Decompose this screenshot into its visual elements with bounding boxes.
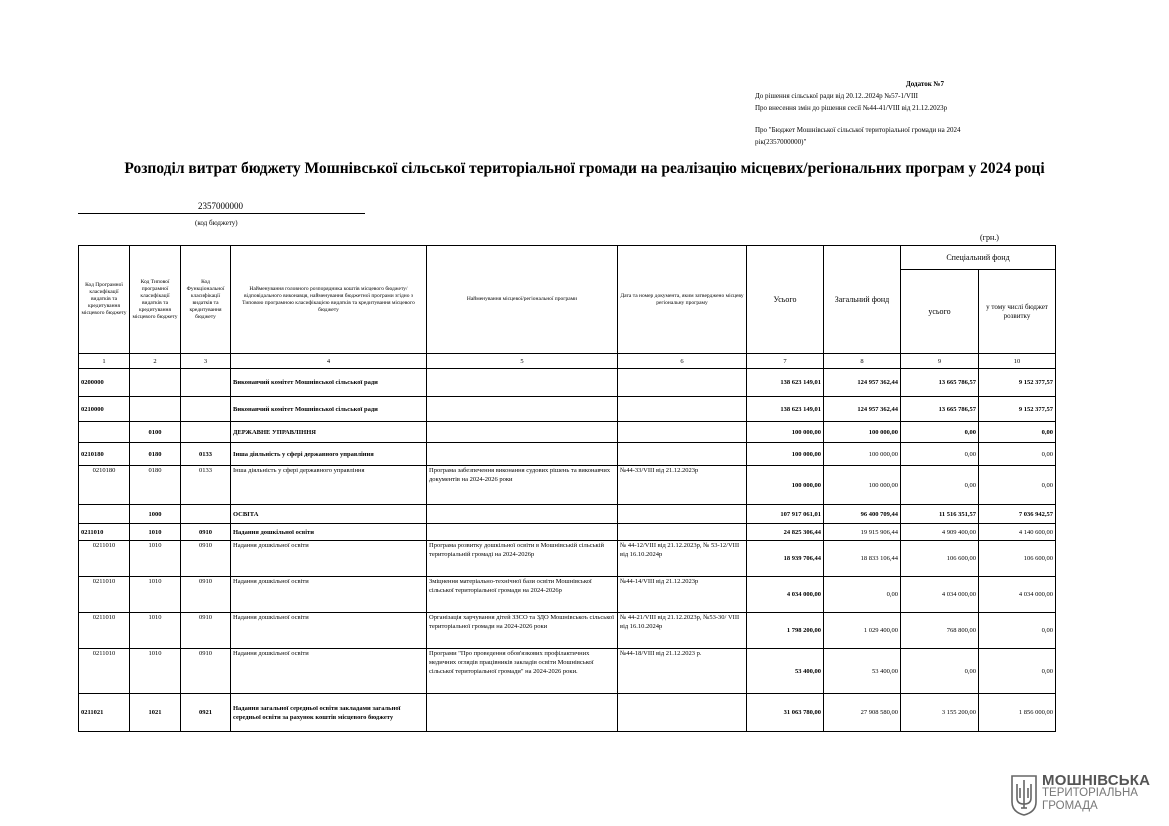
cell-program-name: Зміцнення матеріально-технічної бази освіти Мошнівської сільської територіальної громади на 2024-2026р xyxy=(427,577,618,613)
column-number: 1 xyxy=(79,354,130,369)
header-document-date: Дата та номер документа, яким затверджено місцеву регіональну програму xyxy=(618,246,747,354)
cell-special-fund: 4 034 000,00 xyxy=(901,577,979,613)
cell-document xyxy=(618,505,747,524)
header-line-4: рік(2357000000)" xyxy=(755,138,807,146)
cell-special-fund: 106 600,00 xyxy=(901,541,979,577)
cell-general-fund: 124 957 362,44 xyxy=(824,369,901,397)
cell-name: Інша діяльність у сфері державного управління xyxy=(231,443,427,466)
cell-special-fund: 13 665 786,57 xyxy=(901,369,979,397)
cell-name: ДЕРЖАВНЕ УПРАВЛІННЯ xyxy=(231,422,427,443)
cell-typical-code xyxy=(130,397,181,422)
cell-name: Надання дошкільної освіти xyxy=(231,649,427,694)
cell-program-name xyxy=(427,397,618,422)
cell-general-fund: 19 915 906,44 xyxy=(824,524,901,541)
cell-special-fund: 0,00 xyxy=(901,649,979,694)
cell-document xyxy=(618,694,747,732)
header-functional-code: Код Функціональної класифікації видатків та кредитування бюджету xyxy=(181,246,231,354)
cell-functional-code xyxy=(181,505,231,524)
cell-program-code: 0211010 xyxy=(79,613,130,649)
header-general-fund: Загальний фонд xyxy=(824,246,901,354)
cell-functional-code xyxy=(181,422,231,443)
cell-general-fund: 1 029 400,00 xyxy=(824,613,901,649)
cell-development: 4 034 000,00 xyxy=(979,577,1056,613)
cell-total: 1 798 200,00 xyxy=(747,613,824,649)
cell-document: №44-33/VIII від 21.12.2023р xyxy=(618,466,747,505)
header-line-3: Про "Бюджет Мошнівської сільської територіальної громади на 2024 xyxy=(755,126,961,134)
budget-code: 2357000000 xyxy=(198,201,243,211)
cell-total: 31 063 780,00 xyxy=(747,694,824,732)
logo-text-line2: ТЕРИТОРІАЛЬНА xyxy=(1042,787,1138,799)
cell-development: 1 856 000,00 xyxy=(979,694,1056,732)
cell-special-fund: 768 800,00 xyxy=(901,613,979,649)
cell-typical-code xyxy=(130,369,181,397)
cell-development: 9 152 377,57 xyxy=(979,397,1056,422)
cell-functional-code: 0921 xyxy=(181,694,231,732)
cell-name: Надання загальної середньої освіти закладами загальної середньої освіти за рахунок коштів місцевого бюджету xyxy=(231,694,427,732)
column-number: 3 xyxy=(181,354,231,369)
cell-program-code: 0211010 xyxy=(79,649,130,694)
cell-typical-code: 1010 xyxy=(130,541,181,577)
cell-typical-code: 0180 xyxy=(130,466,181,505)
cell-general-fund: 96 400 709,44 xyxy=(824,505,901,524)
cell-program-code: 0210000 xyxy=(79,397,130,422)
cell-name: Надання дошкільної освіти xyxy=(231,613,427,649)
header-manager-name: Найменування головного розпорядника коштів місцевого бюджету/ відповідального виконавця, найменування бюджетної програми згідно з Типовою програмною класифікацією видатків та кредитування місцевого бюджету xyxy=(231,246,427,354)
table-row xyxy=(79,397,1056,422)
column-number-row xyxy=(79,354,1056,369)
cell-total: 4 034 000,00 xyxy=(747,577,824,613)
cell-total: 100 000,00 xyxy=(747,422,824,443)
cell-program-code: 0211021 xyxy=(79,694,130,732)
cell-name: ОСВІТА xyxy=(231,505,427,524)
cell-name: Надання дошкільної освіти xyxy=(231,541,427,577)
table-row xyxy=(79,649,1056,694)
community-logo xyxy=(1010,772,1160,818)
header-development-budget: у тому числі бюджет розвитку xyxy=(979,270,1056,354)
header-total: Усього xyxy=(747,246,824,354)
cell-name: Надання дошкільної освіти xyxy=(231,577,427,613)
cell-program-name: Програми "Про проведення обов'язкових профілактичних медичних оглядів працівників закладів освіти Мошнівської сільської територіальної громади" на 2024-2026 роки. xyxy=(427,649,618,694)
cell-development: 4 140 600,00 xyxy=(979,524,1056,541)
cell-special-fund: 3 155 200,00 xyxy=(901,694,979,732)
header-line-1: До рішення сільської ради від 20.12..2024р №57-1/VIII xyxy=(755,92,918,100)
table-row xyxy=(79,524,1056,541)
cell-program-name xyxy=(427,505,618,524)
cell-special-fund: 0,00 xyxy=(901,422,979,443)
cell-document xyxy=(618,443,747,466)
cell-typical-code: 1010 xyxy=(130,577,181,613)
cell-program-code: 0210180 xyxy=(79,466,130,505)
table-row xyxy=(79,694,1056,732)
cell-general-fund: 100 000,00 xyxy=(824,443,901,466)
table-row xyxy=(79,505,1056,524)
cell-general-fund: 100 000,00 xyxy=(824,466,901,505)
cell-document: № 44-21/VIII від 21.12.2023р, №53-30/ VIII від 16.10.2024р xyxy=(618,613,747,649)
cell-development: 7 036 942,57 xyxy=(979,505,1056,524)
cell-typical-code: 1010 xyxy=(130,613,181,649)
column-number: 8 xyxy=(824,354,901,369)
table-row xyxy=(79,613,1056,649)
cell-typical-code: 1010 xyxy=(130,524,181,541)
column-number: 4 xyxy=(231,354,427,369)
cell-total: 107 917 061,01 xyxy=(747,505,824,524)
cell-functional-code xyxy=(181,369,231,397)
cell-development: 0,00 xyxy=(979,613,1056,649)
table-row xyxy=(79,466,1056,505)
currency-label: (грн.) xyxy=(980,233,999,242)
cell-document: №44-18/VIII від 21.12.2023 р. xyxy=(618,649,747,694)
cell-program-code: 0211010 xyxy=(79,541,130,577)
cell-special-fund: 11 516 351,57 xyxy=(901,505,979,524)
cell-total: 100 000,00 xyxy=(747,466,824,505)
cell-typical-code: 1021 xyxy=(130,694,181,732)
column-number: 9 xyxy=(901,354,979,369)
cell-development: 106 600,00 xyxy=(979,541,1056,577)
cell-total: 24 825 306,44 xyxy=(747,524,824,541)
table-row xyxy=(79,443,1056,466)
cell-program-name: Програма розвитку дошкільної освіти в Мошнівській сільській територіальній громаді на 2024-2026р xyxy=(427,541,618,577)
cell-document xyxy=(618,422,747,443)
document-header xyxy=(755,78,1055,148)
logo-text-line3: ГРОМАДА xyxy=(1042,800,1098,812)
cell-general-fund: 27 908 580,00 xyxy=(824,694,901,732)
cell-typical-code: 1010 xyxy=(130,649,181,694)
cell-development: 0,00 xyxy=(979,649,1056,694)
logo-text-line1: МОШНІВСЬКА xyxy=(1042,772,1151,789)
header-program-code: Код Програмної класифікації видатків та кредитування місцевого бюджету xyxy=(79,246,130,354)
cell-program-code: 0211010 xyxy=(79,577,130,613)
budget-table xyxy=(78,245,1056,732)
cell-general-fund: 18 833 106,44 xyxy=(824,541,901,577)
cell-program-name xyxy=(427,369,618,397)
cell-name: Виконавчий комітет Мошнівської сільської ради xyxy=(231,369,427,397)
cell-total: 100 000,00 xyxy=(747,443,824,466)
cell-program-name xyxy=(427,524,618,541)
cell-development: 0,00 xyxy=(979,466,1056,505)
cell-functional-code: 0910 xyxy=(181,524,231,541)
cell-document xyxy=(618,369,747,397)
cell-functional-code: 0910 xyxy=(181,649,231,694)
cell-typical-code: 1000 xyxy=(130,505,181,524)
cell-general-fund: 100 000,00 xyxy=(824,422,901,443)
cell-general-fund: 124 957 362,44 xyxy=(824,397,901,422)
table-row xyxy=(79,541,1056,577)
column-number: 6 xyxy=(618,354,747,369)
cell-special-fund: 0,00 xyxy=(901,443,979,466)
header-typical-code: Код Типової програмної класифікації видатків та кредитування місцевого бюджету xyxy=(130,246,181,354)
attachment-number: Додаток №7 xyxy=(905,80,945,88)
cell-development: 9 152 377,57 xyxy=(979,369,1056,397)
cell-program-name xyxy=(427,443,618,466)
cell-total: 18 939 706,44 xyxy=(747,541,824,577)
cell-functional-code: 0910 xyxy=(181,577,231,613)
header-special-total: усього xyxy=(901,270,979,354)
cell-typical-code: 0180 xyxy=(130,443,181,466)
header-special-fund: Спеціальний фонд xyxy=(901,246,1056,270)
cell-total: 53 400,00 xyxy=(747,649,824,694)
cell-general-fund: 53 400,00 xyxy=(824,649,901,694)
cell-program-name xyxy=(427,422,618,443)
cell-program-name: Програма забезпечення виконання судових рішень та виконавчих документів на 2024-2026 роки xyxy=(427,466,618,505)
cell-document: №44-14/VIII від 21.12.2023р xyxy=(618,577,747,613)
trident-emblem-icon xyxy=(1010,774,1038,816)
cell-typical-code: 0100 xyxy=(130,422,181,443)
column-number: 5 xyxy=(427,354,618,369)
cell-functional-code: 0910 xyxy=(181,541,231,577)
cell-program-code xyxy=(79,505,130,524)
cell-document xyxy=(618,397,747,422)
header-program-name: Найменування місцевої/регіональної програми xyxy=(427,246,618,354)
column-number: 10 xyxy=(979,354,1056,369)
cell-program-name: Організація харчування дітей ЗЗСО та ЗДО Мошнівськоъ сільської територіальної громади на 2024-2026 роки xyxy=(427,613,618,649)
cell-development: 0,00 xyxy=(979,422,1056,443)
document-title: Розподіл витрат бюджету Мошнівської сільської територіальної громади на реалізацію місцевих/регіональних програм у 2024 році xyxy=(124,160,1045,177)
cell-total: 138 623 149,01 xyxy=(747,369,824,397)
table-row xyxy=(79,577,1056,613)
cell-total: 138 623 149,01 xyxy=(747,397,824,422)
table-row xyxy=(79,369,1056,397)
column-number: 7 xyxy=(747,354,824,369)
cell-functional-code: 0910 xyxy=(181,613,231,649)
cell-document: № 44-12/VIII від 21.12.2023р, № 53-12/VIII від 16.10.2024р xyxy=(618,541,747,577)
cell-development: 0,00 xyxy=(979,443,1056,466)
cell-name: Інша діяльність у сфері державного управління xyxy=(231,466,427,505)
cell-program-code: 0200000 xyxy=(79,369,130,397)
budget-code-caption: (код бюджету) xyxy=(195,219,238,227)
cell-name: Виконавчий комітет Мошнівської сільської ради xyxy=(231,397,427,422)
cell-functional-code xyxy=(181,397,231,422)
cell-name: Надання дошкільної освіти xyxy=(231,524,427,541)
cell-program-code: 0211010 xyxy=(79,524,130,541)
cell-program-name xyxy=(427,694,618,732)
cell-program-code xyxy=(79,422,130,443)
table-row xyxy=(79,422,1056,443)
cell-document xyxy=(618,524,747,541)
cell-special-fund: 4 909 400,00 xyxy=(901,524,979,541)
cell-functional-code: 0133 xyxy=(181,443,231,466)
cell-special-fund: 0,00 xyxy=(901,466,979,505)
cell-functional-code: 0133 xyxy=(181,466,231,505)
cell-special-fund: 13 665 786,57 xyxy=(901,397,979,422)
cell-program-code: 0210180 xyxy=(79,443,130,466)
budget-code-underline xyxy=(78,213,365,214)
cell-general-fund: 0,00 xyxy=(824,577,901,613)
column-number: 2 xyxy=(130,354,181,369)
header-line-2: Про внесення змін до рішення сесії №44-41/VIII від 21.12.2023р xyxy=(755,104,948,112)
